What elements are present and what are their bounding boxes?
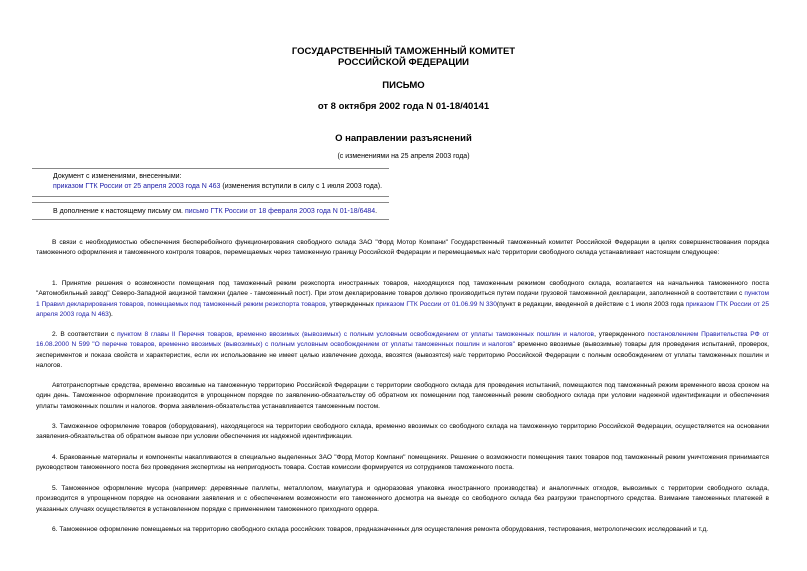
- p1-rules-link[interactable]: пунктом 1 Правил декларирования товаров, помещаемых под таможенный режим реэкспорта товаров: [36, 290, 769, 308]
- divider: [32, 202, 389, 203]
- paragraph-2: [36, 330, 769, 371]
- document-title: О направлении разъяснений: [335, 133, 472, 144]
- p2-text: временно ввозимые (вывозимые) товары для проведения испытаний, проверок, экспериментов и показа свойств и характеристик, если их использование не имеет целью извлечение дохода, ввозятся (вывозятся) на/с территорию Российской Федерации с полным освобождением от уплаты таможенных пошлин и налогов.: [36, 341, 770, 369]
- amended-note: [53, 182, 382, 192]
- amended-tail: (изменения вступили в силу с 1 июля 2003 года).: [220, 183, 383, 190]
- p2-resolution-link[interactable]: постановлением Правительства РФ от 16.08.2000 N 599 "О перечне товаров, временно ввозимых (вывозимых) с полным условным освобождением от уплаты таможенных пошлин и налогов": [36, 331, 769, 349]
- paragraph-intro: В связи с необходимостью обеспечения бесперебойного функционирования свободного склада ЗАО "Форд Мотор Компани" Государственный таможенный комитет Российской Федерации в целях совершенствования порядка таможенного оформления и таможенного контроля товаров, перемещаемых через таможенную границу Российской Федерации и перемещаемых на/с территории свободного склада устанавливает настоящим следующее:: [36, 239, 769, 257]
- p1-text: (пункт в редакции, введенной в действие с 1 июля 2003 года: [496, 300, 686, 308]
- p2-text: 2. В соответствии с: [52, 331, 118, 338]
- p1-text: ).: [108, 310, 113, 318]
- addition-note: [53, 207, 377, 217]
- amended-intro: Документ с изменениями, внесенными:: [53, 173, 182, 180]
- p2-list-link[interactable]: пунктом 8 главы II Перечня товаров, временно ввозимых (вывозимых) с полным условным освобождением от уплаты таможенных пошлин и налогов: [117, 331, 595, 338]
- document-date-number: от 8 октября 2002 года N 01-18/40141: [317, 101, 490, 112]
- authority-line-2: РОССИЙСКОЙ ФЕДЕРАЦИИ: [337, 57, 469, 68]
- addition-intro: В дополнение к настоящему письму см.: [53, 208, 185, 215]
- amended-order-link[interactable]: приказом ГТК России от 25 апреля 2003 года N 463: [53, 183, 221, 190]
- paragraph-7: 6. Таможенное оформление помещаемых на территорию свободного склада российских товаров, предназначенных для осуществления ремонта оборудования, тестирования, метрологических исследований и т.д.: [52, 526, 709, 533]
- p2-text: , утвержденного: [594, 331, 648, 338]
- document-type: ПИСЬМО: [382, 80, 425, 91]
- p1-text: , утвержденных: [325, 300, 376, 308]
- addition-letter-link[interactable]: письмо ГТК России от 18 февраля 2003 года N 01-18/6484: [184, 208, 376, 215]
- divider: [32, 219, 389, 220]
- p1-order-330-link[interactable]: приказом ГТК России от 01.06.99 N 330: [375, 300, 497, 308]
- divider: [32, 168, 389, 169]
- divider: [32, 196, 389, 197]
- paragraph-4: 3. Таможенное оформление товаров (оборудования), находящегося на территории свободного склада, временно ввозимых со свободного склада на таможенную территорию Российской Федерации, осуществляется на основании заявления-обязательства об обратном вывозе при условии обеспечения их надежной идентификации.: [36, 423, 769, 441]
- paragraph-5: 4. Бракованные материалы и компоненты накапливаются в специально выделенных ЗАО "Форд Мотор Компани" помещениях. Решение о возможности помещения таких товаров под таможенный режим уничтожения принимается руководством таможенного поста без проведения экспертизы на непригодность товара. Состав комиссии формируется из сотрудников таможенного поста.: [36, 454, 769, 472]
- p1-text: 1. Принятие решения о возможности помещения под таможенный режим реэкспорта иностранных товаров, находящихся под таможенным режимом свободного склада, возлагается на начальника таможенного поста "Автомобильный завод" Северо-Западной акцизной таможни (далее - таможенный пост). При этом декларирование товаров должно производиться путем подачи грузовой таможенной декларации, заполненной в соответствии с: [36, 280, 769, 298]
- addition-tail: .: [375, 208, 378, 215]
- paragraph-6: 5. Таможенное оформление мусора (например: деревянные паллеты, металлолом, макулатура и одноразовая упаковка иностранного производства) и аналогичных отходов, вывозимых с территории свободного склада, производится в упрощенном порядке на основании заявления и с обеспечением возможности его таможенного досмотра на выезде со свободного склада без разгрузки транспортного средства. Взимание таможенных платежей в указанных случаях осуществляется в установленном порядке с применением таможенного приходного ордера.: [36, 485, 769, 513]
- p1-order-463-link[interactable]: приказом ГТК России от 25 апреля 2003 года N 463: [36, 300, 770, 318]
- amendment-note: (с изменениями на 25 апреля 2003 года): [337, 153, 470, 160]
- paragraph-1: [36, 279, 769, 320]
- authority-line-1: ГОСУДАРСТВЕННЫЙ ТАМОЖЕННЫЙ КОМИТЕТ: [291, 46, 516, 57]
- paragraph-3: Автотранспортные средства, временно ввозимые на таможенную территорию Российской Федерации с территории свободного склада для проведения испытаний, помещаются под таможенный режим временного ввоза сроком на один день. Таможенное оформление производится в упрощенном порядке по заявлению-обязательству об обратном их помещении под таможенный режим свободного склада при условии надежной идентификации и обеспечения уплаты таможенных пошлин и налогов. Форма заявления-обязательства устанавливается таможенным постом.: [36, 382, 769, 410]
